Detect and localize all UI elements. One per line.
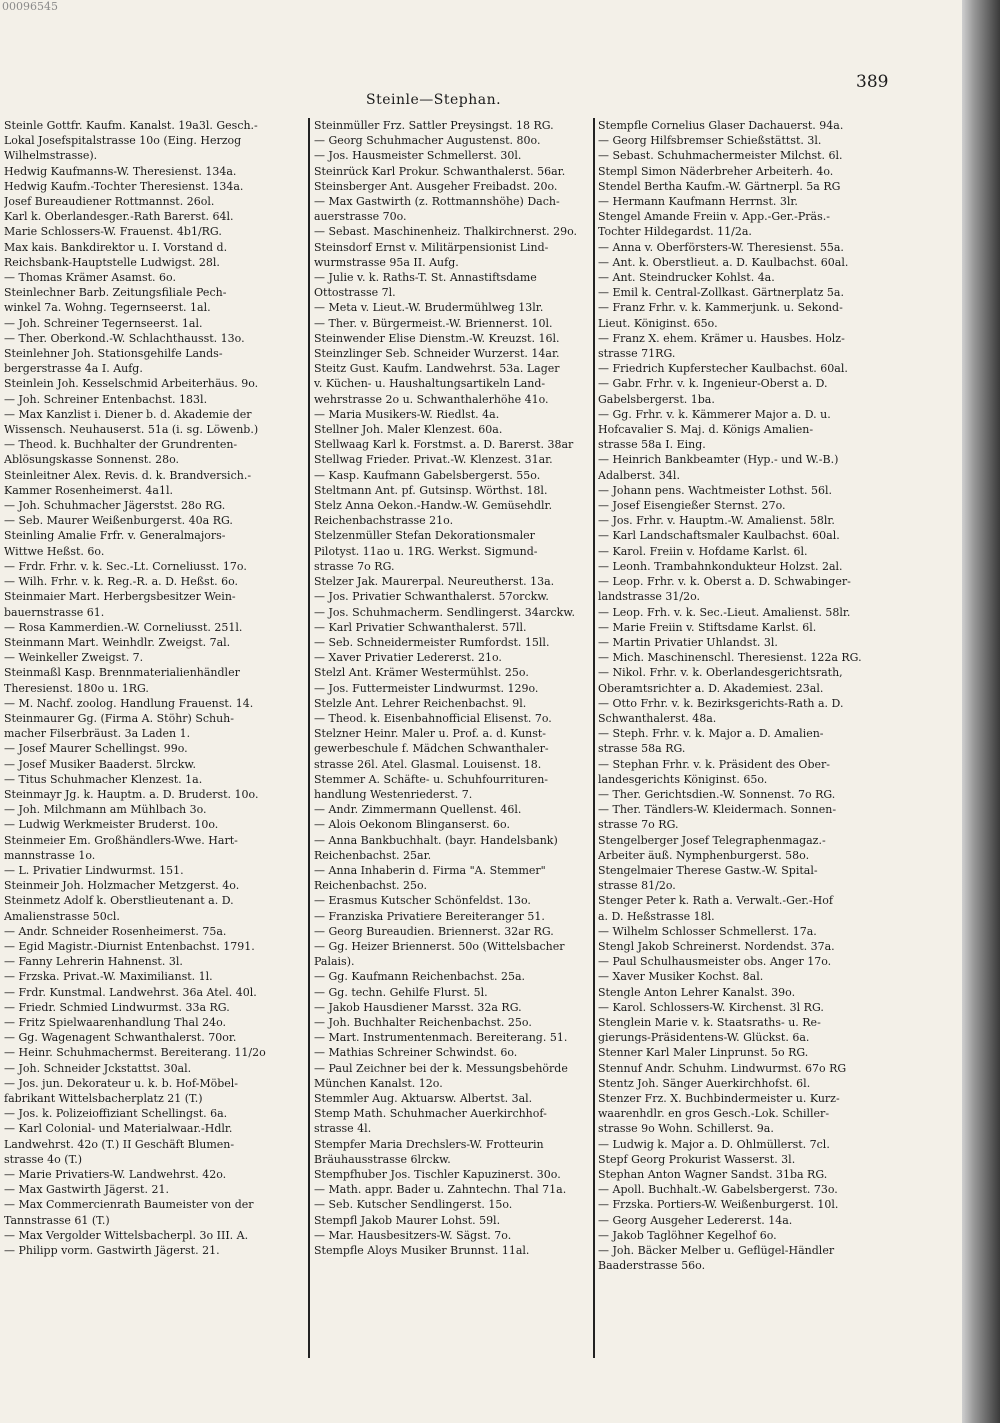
directory-entry: — Wilhelm Schlosser Schmellerst. 17a. — [598, 924, 817, 938]
directory-entry: — Weinkeller Zweigst. 7. — [4, 651, 144, 665]
directory-entry: — Meta v. Lieut.-W. Brudermühlweg 13lr. — [314, 301, 544, 315]
column-divider — [308, 118, 310, 1358]
directory-entry: Baaderstrasse 56o. — [598, 1259, 706, 1273]
directory-entry: — Otto Frhr. v. k. Bezirksgerichts-Rath a. D. — [598, 696, 844, 710]
directory-entry: — Martin Privatier Uhlandst. 3l. — [598, 635, 778, 649]
directory-entry: — Gg. Kaufmann Reichenbachst. 25a. — [314, 970, 526, 984]
directory-entry: Hedwig Kaufm.-Tochter Theresienst. 134a. — [4, 179, 244, 193]
directory-entry: — Thomas Krämer Asamst. 6o. — [4, 271, 176, 285]
directory-entry: — Ther. Tändlers-W. Kleidermach. Sonnen- — [598, 803, 837, 817]
directory-entry: strasse 58a I. Eing. — [598, 438, 706, 452]
directory-entry: Steinzlinger Seb. Schneider Wurzerst. 14ar. — [314, 347, 560, 361]
directory-entry: Steinle Gottfr. Kaufm. Kanalst. 19a3l. Gesch.- — [4, 119, 258, 132]
directory-entry: macher Filserbräust. 3a Laden 1. — [4, 727, 191, 741]
directory-entry: — Franz X. ehem. Krämer u. Hausbes. Holz- — [598, 331, 845, 345]
directory-entry: — Philipp vorm. Gastwirth Jägerst. 21. — [4, 1244, 220, 1258]
directory-entry: Stelz Anna Oekon.-Handw.-W. Gemüsehdlr. — [314, 499, 553, 513]
directory-entry: bergerstrasse 4a I. Aufg. — [4, 362, 143, 376]
directory-entry: — Max Gastwirth Jägerst. 21. — [4, 1183, 169, 1197]
directory-entry: — Jos. jun. Dekorateur u. k. b. Hof-Möbel- — [4, 1076, 238, 1090]
directory-entry: Steinmann Mart. Weinhdlr. Zweigst. 7al. — [4, 635, 231, 649]
directory-entry: Stempfle Aloys Musiker Brunnst. 11al. — [314, 1244, 530, 1258]
directory-entry: — Emil k. Central-Zollkast. Gärtnerplatz 5a. — [598, 286, 844, 300]
directory-entry: — Leop. Frh. v. k. Sec.-Lieut. Amalienst. 58lr. — [598, 605, 851, 619]
directory-entry: Steinmeier Em. Großhändlers-Wwe. Hart- — [4, 833, 238, 847]
directory-entry: Steinling Amalie Frfr. v. Generalmajors- — [4, 529, 226, 543]
directory-entry: — Marie Privatiers-W. Landwehrst. 42o. — [4, 1168, 227, 1182]
directory-entry: — Math. appr. Bader u. Zahntechn. Thal 71a. — [314, 1183, 567, 1197]
directory-entry: — Franz Frhr. v. k. Kammerjunk. u. Sekond- — [598, 301, 843, 315]
directory-entry: Palais). — [314, 955, 355, 969]
directory-entry: Adalberst. 34l. — [598, 468, 680, 482]
directory-entry: — Alois Oekonom Blinganserst. 6o. — [314, 818, 510, 832]
directory-column-3 — [598, 118, 893, 1273]
directory-entry: — Jos. Futtermeister Lindwurmst. 129o. — [314, 681, 539, 695]
directory-entry: — Ludwig Werkmeister Bruderst. 10o. — [4, 818, 219, 832]
directory-entry: Arbeiter äuß. Nymphenburgerst. 58o. — [598, 848, 810, 862]
directory-entry: — Franziska Privatiere Bereiteranger 51. — [314, 909, 545, 923]
directory-entry: Hedwig Kaufmanns-W. Theresienst. 134a. — [4, 164, 237, 178]
directory-entry: Stemp Math. Schuhmacher Auerkirchhof- — [314, 1107, 547, 1121]
directory-entry: — Xaver Musiker Kochst. 8al. — [598, 970, 764, 984]
directory-entry: — Karol. Schlossers-W. Kirchenst. 3l RG. — [598, 1000, 824, 1014]
directory-entry: Stenglein Marie v. k. Staatsraths- u. Re- — [598, 1015, 821, 1029]
directory-entry: — Erasmus Kutscher Schönfeldst. 13o. — [314, 894, 531, 908]
directory-entry: Stengle Anton Lehrer Kanalst. 39o. — [598, 985, 796, 999]
directory-entry: Stengel Amande Freiin v. App.-Ger.-Präs.- — [598, 210, 830, 224]
directory-entry: — Joh. Schuhmacher Jägerstst. 28o RG. — [4, 499, 226, 513]
directory-entry: — Kasp. Kaufmann Gabelsbergerst. 55o. — [314, 468, 541, 482]
directory-entry: mannstrasse 1o. — [4, 848, 96, 862]
directory-entry: Stempfhuber Jos. Tischler Kapuzinerst. 30o. — [314, 1168, 561, 1182]
directory-entry: — Max Kanzlist i. Diener b. d. Akademie der — [4, 407, 252, 421]
directory-entry: Reichenbachstrasse 21o. — [314, 514, 454, 528]
directory-entry: Stenner Karl Maler Linprunst. 5o RG. — [598, 1046, 809, 1060]
directory-entry: Stelzl Ant. Krämer Westermühlst. 25o. — [314, 666, 529, 680]
directory-entry: — Julie v. k. Raths-T. St. Annastiftsdame — [314, 271, 537, 285]
directory-entry: — Nikol. Frhr. v. k. Oberlandesgerichtsrath, — [598, 666, 843, 680]
directory-entry: landesgerichts Königinst. 65o. — [598, 772, 768, 786]
directory-entry: — Maria Musikers-W. Riedlst. 4a. — [314, 407, 500, 421]
directory-entry: Stemmler Aug. Aktuarsw. Albertst. 3al. — [314, 1092, 533, 1105]
directory-entry: — Georg Ausgeher Ledererst. 14a. — [598, 1213, 793, 1227]
directory-entry: — Friedrich Kupferstecher Kaulbachst. 60al. — [598, 362, 848, 376]
directory-entry: Steinmaier Mart. Herbergsbesitzer Wein- — [4, 590, 236, 604]
directory-entry: — Heinr. Schuhmachermst. Bereiterang. 11/2o — [4, 1046, 266, 1060]
directory-entry: Steinmetz Adolf k. Oberstlieutenant a. D. — [4, 894, 234, 908]
directory-entry: — Anna v. Oberförsters-W. Theresienst. 55a. — [598, 240, 844, 254]
directory-entry: — Jakob Hausdiener Marsst. 32a RG. — [314, 1000, 522, 1014]
directory-entry: — Ther. Oberkond.-W. Schlachthausst. 13o. — [4, 331, 245, 345]
directory-entry: — Theod. k. Eisenbahnofficial Elisenst. 7o. — [314, 711, 552, 725]
directory-entry: — Titus Schuhmacher Klenzest. 1a. — [4, 772, 203, 786]
directory-entry: Ottostrasse 7l. — [314, 286, 396, 300]
directory-entry: — Theod. k. Buchhalter der Grundrenten- — [4, 438, 238, 452]
directory-entry: Josef Bureaudiener Rottmannst. 26ol. — [4, 195, 215, 209]
directory-entry: strasse 81/2o. — [598, 879, 676, 893]
directory-entry: — Josef Musiker Baaderst. 5lrckw. — [4, 757, 196, 771]
directory-entry: — Jakob Taglöhner Kegelhof 6o. — [598, 1228, 777, 1242]
directory-entry: Tannstrasse 61 (T.) — [4, 1213, 110, 1227]
directory-entry: Stengelmaier Therese Gastw.-W. Spital- — [598, 863, 818, 877]
directory-entry: — Georg Hilfsbremser Schießstättst. 3l. — [598, 134, 822, 148]
directory-entry: — Marie Freiin v. Stiftsdame Karlst. 6l. — [598, 620, 817, 634]
directory-entry: Steinrück Karl Prokur. Schwanthalerst. 56ar. — [314, 164, 566, 178]
directory-entry: — Jos. k. Polizeioffiziant Schellingst. 6a. — [4, 1107, 228, 1121]
directory-entry: — Ant. k. Oberstlieut. a. D. Kaulbachst. 60al. — [598, 255, 849, 269]
directory-entry: — Max Vergolder Wittelsbacherpl. 3o III. A. — [4, 1228, 249, 1242]
directory-entry: Stellwag Frieder. Privat.-W. Klenzest. 31ar. — [314, 453, 553, 467]
directory-entry: — Anna Bankbuchhalt. (bayr. Handelsbank) — [314, 833, 558, 847]
directory-entry: Stendel Bertha Kaufm.-W. Gärtnerpl. 5a RG — [598, 179, 841, 193]
directory-entry: Stempfle Cornelius Glaser Dachauerst. 94a. — [598, 119, 844, 132]
directory-entry: Landwehrst. 42o (T.) II Geschäft Blumen- — [4, 1137, 235, 1151]
directory-entry: — L. Privatier Lindwurmst. 151. — [4, 863, 184, 877]
directory-entry: Wittwe Heßst. 6o. — [4, 544, 105, 558]
directory-entry: Oberamtsrichter a. D. Akademiest. 23al. — [598, 681, 824, 695]
directory-entry: strasse 4o (T.) — [4, 1152, 83, 1166]
directory-entry: auerstrasse 70o. — [314, 210, 407, 224]
directory-entry: strasse 4l. — [314, 1122, 372, 1136]
directory-entry: — Egid Magistr.-Diurnist Entenbachst. 1791. — [4, 939, 255, 953]
directory-entry: Kammer Rosenheimerst. 4a1l. — [4, 483, 173, 497]
directory-entry: Stelzner Heinr. Maler u. Prof. a. d. Kunst- — [314, 727, 547, 741]
directory-entry: Reichenbachst. 25o. — [314, 879, 427, 893]
directory-column-1 — [4, 118, 304, 1258]
directory-entry: — Anna Inhaberin d. Firma "A. Stemmer" — [314, 863, 546, 877]
directory-entry: Stelzle Ant. Lehrer Reichenbachst. 9l. — [314, 696, 527, 710]
directory-entry: — Friedr. Schmied Lindwurmst. 33a RG. — [4, 1000, 230, 1014]
directory-entry: — Seb. Kutscher Sendlingerst. 15o. — [314, 1198, 513, 1212]
directory-entry: — Frzska. Portiers-W. Weißenburgerst. 10l. — [598, 1198, 839, 1212]
directory-entry: — Ant. Steindrucker Kohlst. 4a. — [598, 271, 775, 285]
directory-entry: — Mathias Schreiner Schwindst. 6o. — [314, 1046, 518, 1060]
directory-entry: — Seb. Schneidermeister Rumfordst. 15ll. — [314, 635, 550, 649]
directory-entry: — Frzska. Privat.-W. Maximilianst. 1l. — [4, 970, 213, 984]
directory-entry: handlung Westenriederst. 7. — [314, 787, 473, 801]
directory-entry: winkel 7a. Wohng. Tegernseerst. 1al. — [4, 301, 211, 315]
directory-entry: — Joh. Buchhalter Reichenbachst. 25o. — [314, 1015, 532, 1029]
directory-entry: — Gg. Frhr. v. k. Kämmerer Major a. D. u. — [598, 407, 831, 421]
directory-entry: Steinsdorf Ernst v. Militärpensionist Lind- — [314, 240, 549, 254]
directory-entry: — Jos. Privatier Schwanthalerst. 57orckw. — [314, 590, 549, 604]
directory-entry: — Xaver Privatier Ledererst. 21o. — [314, 651, 502, 665]
directory-entry: Stellner Joh. Maler Klenzest. 60a. — [314, 423, 503, 437]
directory-entry: Stellwaag Karl k. Forstmst. a. D. Barerst. 38ar — [314, 438, 574, 452]
directory-entry: — Jos. Hausmeister Schmellerst. 30l. — [314, 149, 522, 163]
directory-entry: strasse 26l. Atel. Glasmal. Louisenst. 18. — [314, 757, 542, 771]
directory-entry: Stelzer Jak. Maurerpal. Neureutherst. 13a. — [314, 575, 555, 589]
directory-entry: strasse 58a RG. — [598, 742, 686, 756]
directory-entry: — Leonh. Trambahnkondukteur Holzst. 2al. — [598, 559, 843, 573]
directory-entry: Lokal Josefspitalstrasse 10o (Eing. Herzog — [4, 134, 242, 148]
page-number: 389 — [856, 72, 889, 92]
directory-entry: Tochter Hildegardst. 11/2a. — [598, 225, 752, 239]
directory-entry: — Josef Eisengießer Sternst. 27o. — [598, 499, 786, 513]
book-edge — [962, 0, 1000, 1423]
directory-entry: — M. Nachf. zoolog. Handlung Frauenst. 14. — [4, 696, 254, 710]
directory-entry: — Ther. Gerichtsdien.-W. Sonnenst. 7o RG. — [598, 787, 836, 801]
directory-entry: — Paul Zeichner bei der k. Messungsbehörde — [314, 1061, 568, 1075]
directory-entry: Schwanthalerst. 48a. — [598, 711, 717, 725]
directory-entry: Stengl Jakob Schreinerst. Nordendst. 37a. — [598, 939, 835, 953]
directory-entry: Steinleitner Alex. Revis. d. k. Brandversich.- — [4, 468, 252, 482]
directory-entry: — Georg Bureaudien. Briennerst. 32ar RG. — [314, 924, 554, 938]
directory-entry: Steinmeir Joh. Holzmacher Metzgerst. 4o. — [4, 879, 240, 893]
directory-entry: fabrikant Wittelsbacherplatz 21 (T.) — [4, 1092, 203, 1105]
directory-entry: bauernstrasse 61. — [4, 605, 105, 619]
directory-entry: v. Küchen- u. Haushaltungsartikeln Land- — [314, 377, 546, 391]
directory-entry: waarenhdlr. en gros Gesch.-Lok. Schiller- — [598, 1107, 830, 1121]
directory-entry: — Joh. Schreiner Entenbachst. 183l. — [4, 392, 208, 406]
directory-column-2 — [314, 118, 596, 1258]
directory-entry: — Steph. Frhr. v. k. Major a. D. Amalien- — [598, 727, 824, 741]
directory-entry: — Johann pens. Wachtmeister Lothst. 56l. — [598, 483, 832, 497]
directory-entry: — Joh. Milchmann am Mühlbach 3o. — [4, 803, 207, 817]
directory-entry: Steinlehner Joh. Stationsgehilfe Lands- — [4, 347, 223, 361]
directory-entry: München Kanalst. 12o. — [314, 1076, 443, 1090]
directory-entry: — Georg Schuhmacher Augustenst. 80o. — [314, 134, 541, 148]
directory-entry: Stenzer Frz. X. Buchbindermeister u. Kurz- — [598, 1092, 840, 1105]
directory-entry: — Karl Colonial- und Materialwaar.-Hdlr. — [4, 1122, 233, 1136]
directory-entry: — Seb. Maurer Weißenburgerst. 40a RG. — [4, 514, 233, 528]
directory-entry: — Frdr. Frhr. v. k. Sec.-Lt. Corneliusst. 17o. — [4, 559, 247, 573]
directory-entry: a. D. Heßstrasse 18l. — [598, 909, 715, 923]
running-header: Steinle—Stephan. — [366, 92, 502, 108]
directory-entry: Reichenbachst. 25ar. — [314, 848, 432, 862]
directory-entry: — Max Gastwirth (z. Rottmannshöhe) Dach- — [314, 195, 560, 209]
directory-entry: — Jos. Frhr. v. Hauptm.-W. Amalienst. 58lr. — [598, 514, 835, 528]
directory-entry: Hofcavalier S. Maj. d. Königs Amalien- — [598, 423, 814, 437]
directory-entry: — Gg. techn. Gehilfe Flurst. 5l. — [314, 985, 488, 999]
directory-entry: gierungs-Präsidentens-W. Glückst. 6a. — [598, 1031, 810, 1045]
directory-entry: — Mich. Maschinenschl. Theresienst. 122a RG. — [598, 651, 862, 665]
directory-entry: — Frdr. Kunstmal. Landwehrst. 36a Atel. 40l. — [4, 985, 257, 999]
directory-entry: Steinsberger Ant. Ausgeher Freibadst. 20o. — [314, 179, 558, 193]
directory-entry: Steinwender Elise Dienstm.-W. Kreuzst. 16l. — [314, 331, 560, 345]
directory-entry: — Wilh. Frhr. v. k. Reg.-R. a. D. Heßst. 6o. — [4, 575, 239, 589]
directory-entry: Max kais. Bankdirektor u. I. Vorstand d. — [4, 240, 228, 254]
directory-entry: Marie Schlossers-W. Frauenst. 4b1/RG. — [4, 225, 222, 239]
directory-entry: — Josef Maurer Schellingst. 99o. — [4, 742, 188, 756]
directory-entry: Karl k. Oberlandesger.-Rath Barerst. 64l. — [4, 210, 234, 224]
directory-entry: Steinlechner Barb. Zeitungsfiliale Pech- — [4, 286, 227, 300]
directory-entry: Wissensch. Neuhauserst. 51a (i. sg. Löwenb.) — [4, 423, 259, 437]
directory-entry: — Paul Schulhausmeister obs. Anger 17o. — [598, 955, 832, 969]
directory-entry: Stennuf Andr. Schuhm. Lindwurmst. 67o RG — [598, 1061, 847, 1075]
directory-entry: Stempfl Jakob Maurer Lohst. 59l. — [314, 1213, 501, 1227]
directory-entry: — Karl Privatier Schwanthalerst. 57ll. — [314, 620, 527, 634]
directory-entry: wehrstrasse 2o u. Schwanthalerhöhe 41o. — [314, 392, 549, 406]
directory-entry: Stempl Simon Näderbreher Arbeiterh. 4o. — [598, 164, 834, 178]
directory-entry: Stenger Peter k. Rath a. Verwalt.-Ger.-Hof — [598, 894, 833, 908]
directory-entry: Bräuhausstrasse 6lrckw. — [314, 1152, 451, 1166]
directory-entry: — Apoll. Buchhalt.-W. Gabelsbergerst. 73o. — [598, 1183, 838, 1197]
directory-entry: Theresienst. 180o u. 1RG. — [4, 681, 149, 695]
directory-entry: Stentz Joh. Sänger Auerkirchhofst. 6l. — [598, 1076, 811, 1090]
directory-entry: — Stephan Frhr. v. k. Präsident des Ober- — [598, 757, 830, 771]
directory-entry: Wilhelmstrasse). — [4, 149, 98, 163]
directory-entry: landstrasse 31/2o. — [598, 590, 701, 604]
directory-entry: Reichsbank-Hauptstelle Ludwigst. 28l. — [4, 255, 220, 269]
directory-entry: Stephan Anton Wagner Sandst. 31ba RG. — [598, 1168, 828, 1182]
directory-entry: — Gabr. Frhr. v. k. Ingenieur-Oberst a. D. — [598, 377, 828, 391]
directory-entry: — Sebast. Maschinenheiz. Thalkirchnerst. 29o. — [314, 225, 578, 239]
directory-entry: Stengelberger Josef Telegraphenmagaz.- — [598, 833, 826, 847]
directory-entry: Stelzenmüller Stefan Dekorationsmaler — [314, 529, 535, 543]
directory-entry: Stepf Georg Prokurist Wasserst. 3l. — [598, 1152, 796, 1166]
directory-entry: strasse 7o RG. — [314, 559, 395, 573]
directory-entry: Steitz Gust. Kaufm. Landwehrst. 53a. Lager — [314, 362, 560, 376]
directory-entry: Steinmaßl Kasp. Brennmaterialienhändler — [4, 666, 240, 680]
directory-entry: gewerbeschule f. Mädchen Schwanthaler- — [314, 742, 549, 756]
directory-entry: Steltmann Ant. pf. Gutsinsp. Wörthst. 18l. — [314, 483, 548, 497]
directory-entry: — Fanny Lehrerin Hahnenst. 3l. — [4, 955, 183, 969]
directory-entry: strasse 71RG. — [598, 347, 676, 361]
directory-entry: — Sebast. Schuhmachermeister Milchst. 6l. — [598, 149, 843, 163]
directory-entry: — Karl Landschaftsmaler Kaulbachst. 60al. — [598, 529, 840, 543]
directory-entry: — Andr. Schneider Rosenheimerst. 75a. — [4, 924, 227, 938]
directory-entry: Gabelsbergerst. 1ba. — [598, 392, 715, 406]
directory-entry: Steinmüller Frz. Sattler Preysingst. 18 RG. — [314, 119, 554, 132]
directory-entry: — Karol. Freiin v. Hofdame Karlst. 6l. — [598, 544, 808, 558]
directory-entry: — Mar. Hausbesitzers-W. Sägst. 7o. — [314, 1228, 512, 1242]
directory-entry: Amalienstrasse 50cl. — [4, 909, 120, 923]
directory-entry: — Joh. Bäcker Melber u. Geflügel-Händler — [598, 1244, 835, 1258]
directory-entry: — Joh. Schreiner Tegernseerst. 1al. — [4, 316, 203, 330]
directory-entry: strasse 7o RG. — [598, 818, 679, 832]
scan-id: 00096545 — [2, 0, 58, 13]
directory-entry: strasse 9o Wohn. Schillerst. 9a. — [598, 1122, 774, 1136]
directory-entry: Steinmaurer Gg. (Firma A. Stöhr) Schuh- — [4, 711, 234, 725]
directory-entry: — Jos. Schuhmacherm. Sendlingerst. 34arckw. — [314, 605, 575, 619]
directory-entry: Stemmer A. Schäfte- u. Schuhfourrituren- — [314, 772, 548, 786]
directory-entry: — Joh. Schneider Jckstattst. 30al. — [4, 1061, 192, 1075]
directory-entry: Steinmayr Jg. k. Hauptm. a. D. Bruderst. 10o. — [4, 787, 259, 801]
directory-entry: Lieut. Königinst. 65o. — [598, 316, 718, 330]
directory-entry: — Ther. v. Bürgermeist.-W. Briennerst. 10l. — [314, 316, 553, 330]
directory-entry: Ablösungskasse Sonnenst. 28o. — [4, 453, 180, 467]
directory-entry: — Rosa Kammerdien.-W. Corneliusst. 251l. — [4, 620, 243, 634]
directory-entry: — Andr. Zimmermann Quellenst. 46l. — [314, 803, 522, 817]
directory-entry: Steinlein Joh. Kesselschmid Arbeiterhäus. 9o. — [4, 377, 259, 391]
directory-entry: wurmstrasse 95a II. Aufg. — [314, 255, 459, 269]
directory-entry: — Heinrich Bankbeamter (Hyp.- und W.-B.) — [598, 453, 839, 467]
directory-entry: — Leop. Frhr. v. k. Oberst a. D. Schwabinger- — [598, 575, 851, 589]
directory-entry: — Gg. Wagenagent Schwanthalerst. 70or. — [4, 1031, 237, 1045]
directory-entry: Pilotyst. 11ao u. 1RG. Werkst. Sigmund- — [314, 544, 538, 558]
directory-entry: — Fritz Spielwaarenhandlung Thal 24o. — [4, 1015, 227, 1029]
directory-entry: — Gg. Heizer Briennerst. 50o (Wittelsbacher — [314, 939, 565, 953]
directory-entry: — Max Commercienrath Baumeister von der — [4, 1198, 254, 1212]
directory-entry: — Ludwig k. Major a. D. Ohlmüllerst. 7cl. — [598, 1137, 830, 1151]
directory-entry: Stempfer Maria Drechslers-W. Frotteurin — [314, 1137, 544, 1151]
directory-entry: — Mart. Instrumentenmach. Bereiterang. 51. — [314, 1031, 568, 1045]
directory-entry: — Hermann Kaufmann Herrnst. 3lr. — [598, 195, 798, 209]
